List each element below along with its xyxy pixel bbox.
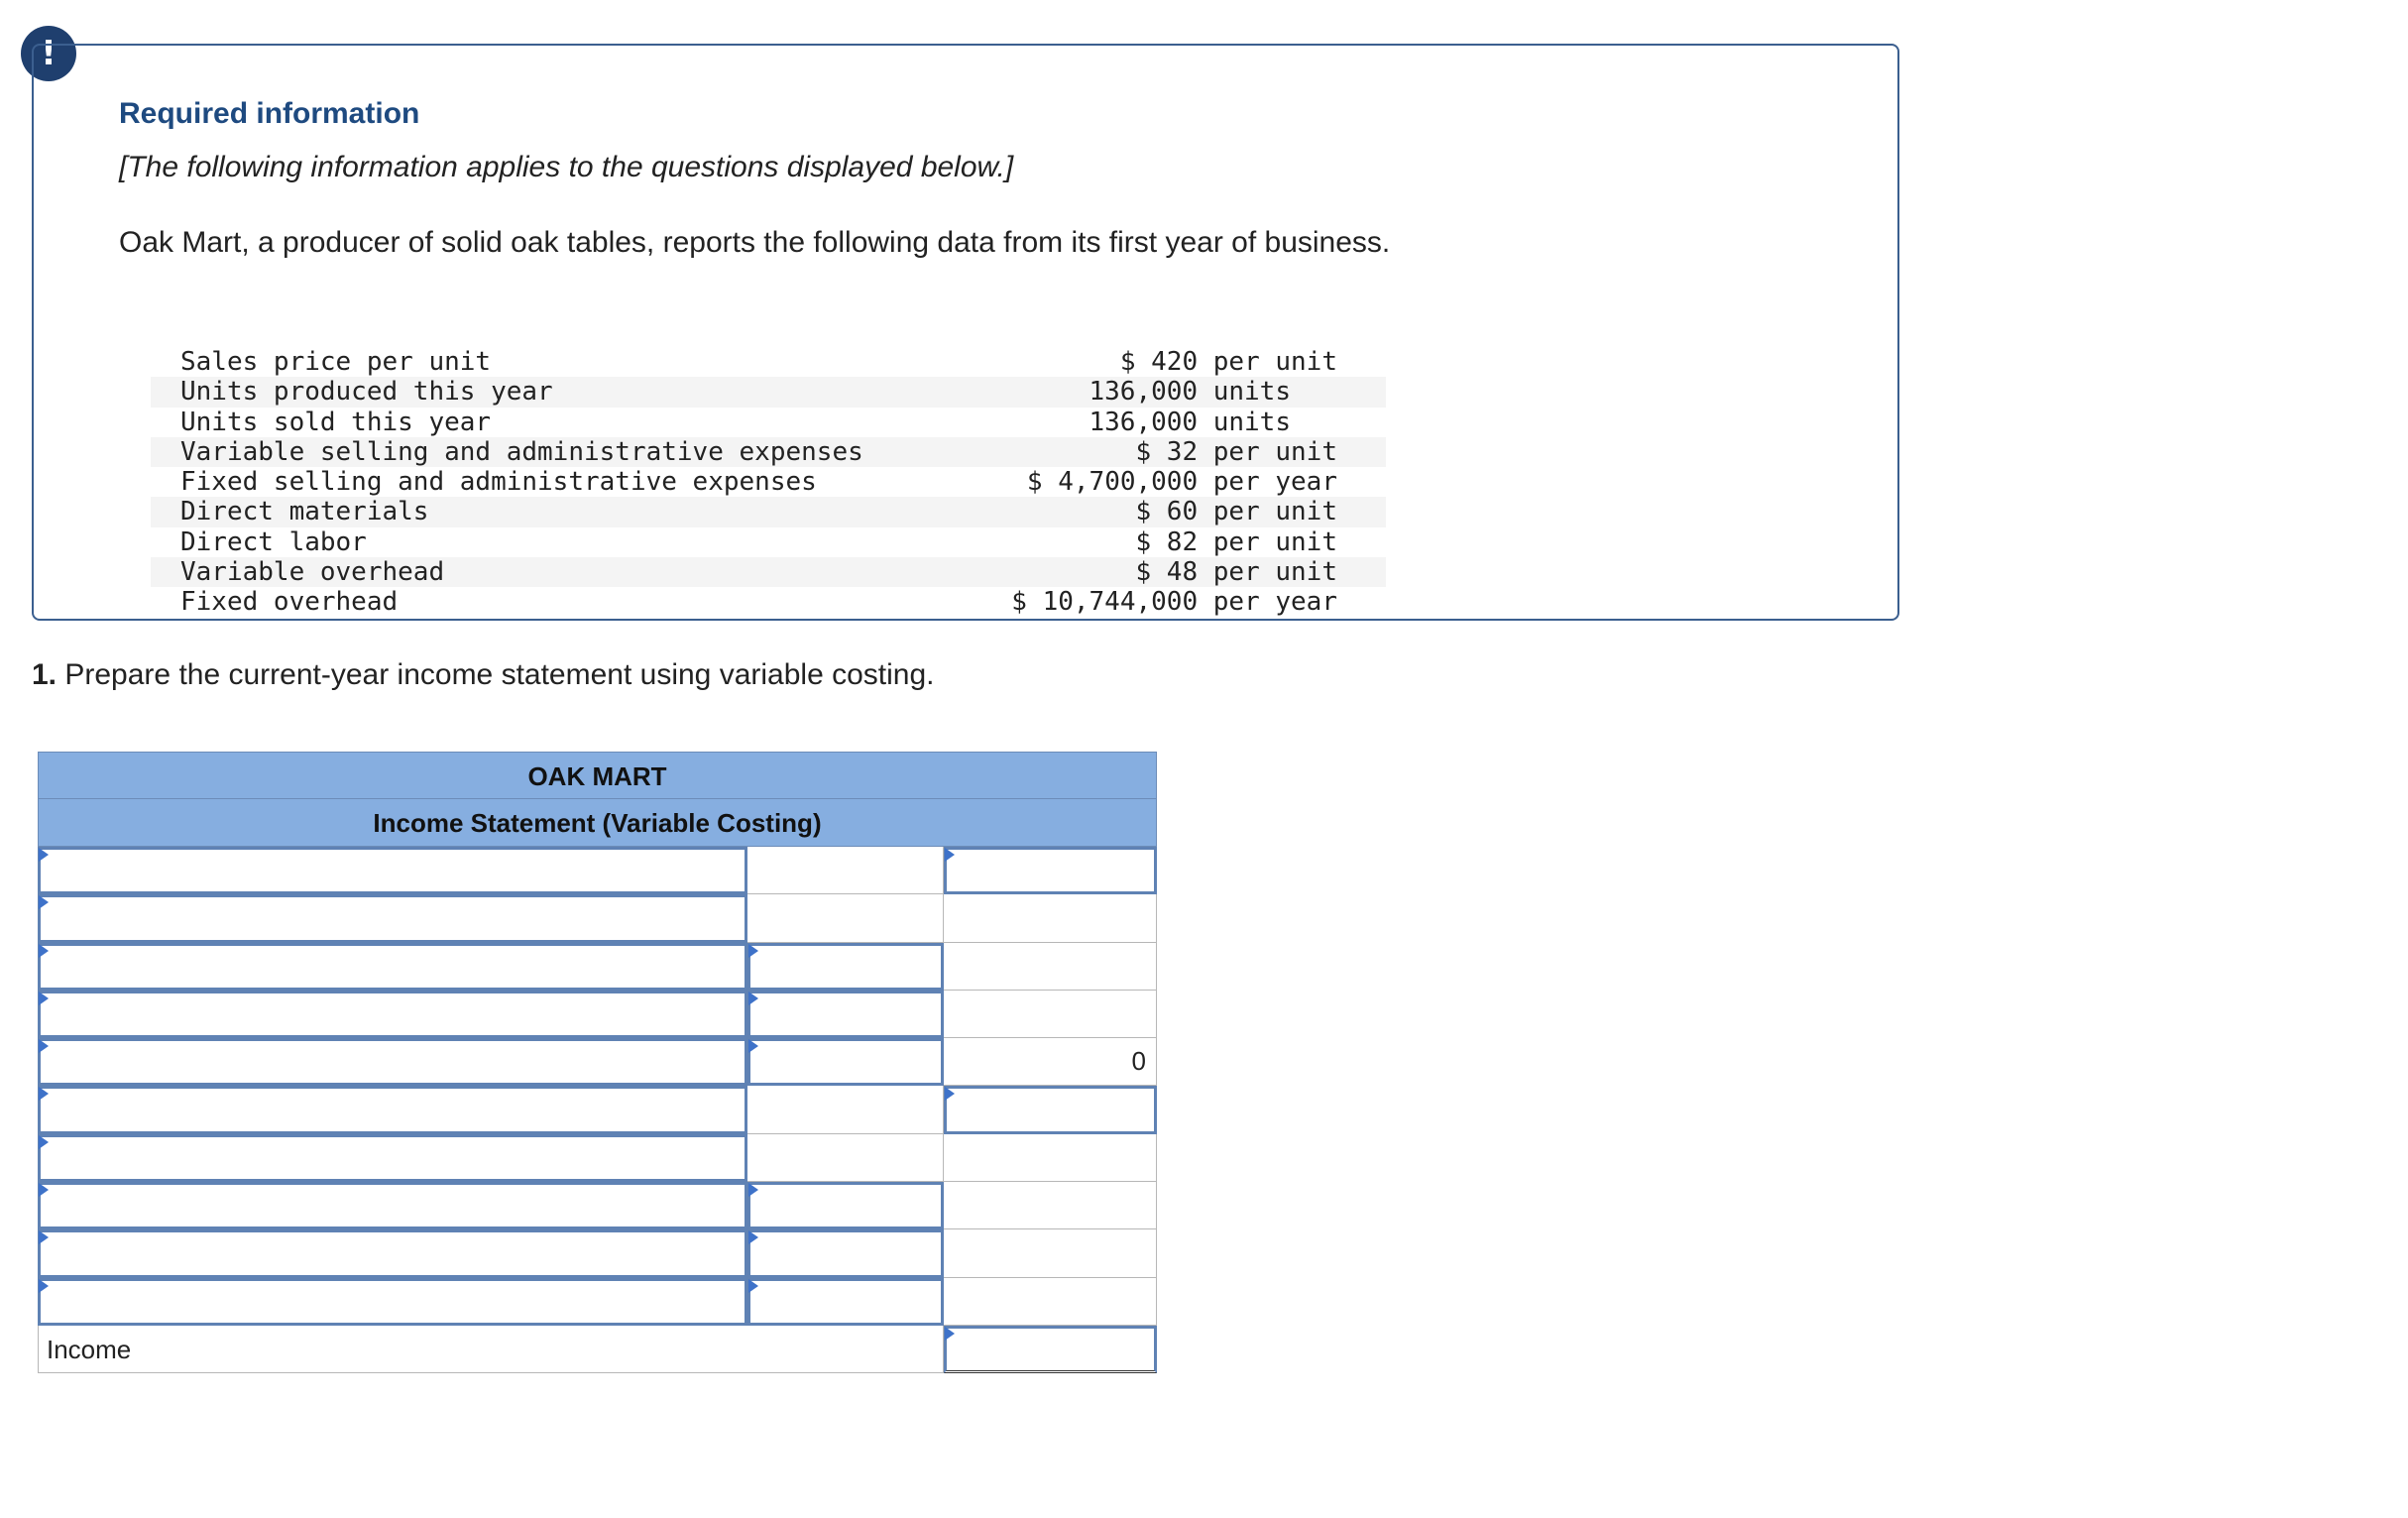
data-value: $ 60 per unit — [1135, 497, 1337, 527]
data-row — [151, 437, 1386, 467]
data-value: $ 4,700,000 per year — [1026, 467, 1337, 498]
info-note: [The following information applies to the questions displayed below.] — [119, 151, 1014, 183]
data-row — [151, 587, 1386, 617]
amount-cell — [747, 847, 944, 894]
data-label: Units produced this year — [180, 377, 553, 408]
data-label: Fixed selling and administrative expenses — [180, 467, 817, 498]
income-row — [38, 1326, 1157, 1373]
income-amount-input[interactable] — [944, 1326, 1157, 1373]
data-label: Fixed overhead — [180, 587, 399, 618]
data-value: $ 48 per unit — [1135, 557, 1337, 588]
data-label: Sales price per unit — [180, 347, 492, 377]
required-info-panel — [32, 44, 1899, 621]
total-cell — [944, 1182, 1157, 1229]
statement-company: OAK MART — [38, 752, 1157, 799]
amount-input[interactable] — [747, 1229, 944, 1277]
total-amount-input[interactable] — [944, 1086, 1157, 1133]
data-row — [151, 557, 1386, 587]
income-statement-table — [38, 752, 1157, 1373]
total-cell — [944, 943, 1157, 991]
statement-title: Income Statement (Variable Costing) — [38, 799, 1157, 847]
total-cell — [944, 1278, 1157, 1326]
data-label: Variable selling and administrative expenses — [180, 436, 863, 467]
data-label: Direct labor — [180, 526, 367, 557]
data-value: $ 82 per unit — [1135, 526, 1337, 557]
data-row — [151, 527, 1386, 557]
amount-cell — [747, 1134, 944, 1182]
table-row — [38, 1229, 1157, 1277]
question-number: 1. — [32, 658, 57, 691]
subtotal-value: 0 — [944, 1038, 1157, 1086]
amount-input[interactable] — [747, 991, 944, 1038]
total-amount-input[interactable] — [944, 847, 1157, 894]
line-item-dropdown[interactable] — [38, 847, 747, 894]
total-cell — [944, 991, 1157, 1038]
table-row — [38, 1038, 1157, 1086]
data-row — [151, 377, 1386, 407]
data-row — [151, 497, 1386, 526]
info-title: Required information — [119, 97, 420, 130]
table-row — [38, 943, 1157, 991]
data-label: Units sold this year — [180, 407, 492, 437]
table-row — [38, 1134, 1157, 1182]
line-item-dropdown[interactable] — [38, 1038, 747, 1086]
amount-input[interactable] — [747, 1038, 944, 1086]
data-value: $ 420 per unit — [1119, 347, 1337, 377]
line-item-dropdown[interactable] — [38, 1182, 747, 1229]
data-row — [151, 408, 1386, 437]
data-label: Variable overhead — [180, 557, 445, 588]
income-label: Income — [38, 1326, 944, 1373]
line-item-dropdown[interactable] — [38, 943, 747, 991]
data-row — [151, 347, 1386, 377]
amount-cell — [747, 1086, 944, 1133]
line-item-dropdown[interactable] — [38, 991, 747, 1038]
amount-input[interactable] — [747, 943, 944, 991]
table-row — [38, 991, 1157, 1038]
data-value: $ 10,744,000 per year — [1011, 587, 1337, 618]
data-label: Direct materials — [180, 497, 429, 527]
line-item-dropdown[interactable] — [38, 1134, 747, 1182]
table-row — [38, 1086, 1157, 1133]
table-row — [38, 894, 1157, 942]
question-text: Prepare the current-year income statement using variable costing. — [64, 658, 935, 691]
info-intro: Oak Mart, a producer of solid oak tables, reports the following data from its first year of business. — [119, 226, 1391, 259]
table-row — [38, 1278, 1157, 1326]
line-item-dropdown[interactable] — [38, 894, 747, 942]
total-cell — [944, 894, 1157, 942]
alert-icon: ! — [21, 26, 76, 81]
table-row — [38, 1182, 1157, 1229]
amount-cell — [747, 894, 944, 942]
data-table — [151, 347, 1386, 618]
total-cell — [944, 1229, 1157, 1277]
line-item-dropdown[interactable] — [38, 1278, 747, 1326]
line-item-dropdown[interactable] — [38, 1086, 747, 1133]
data-row — [151, 467, 1386, 497]
data-value: 136,000 units — [1089, 407, 1291, 437]
data-value: 136,000 units — [1089, 377, 1291, 408]
question-prompt — [32, 658, 934, 692]
data-value: $ 32 per unit — [1135, 436, 1337, 467]
amount-input[interactable] — [747, 1278, 944, 1326]
amount-input[interactable] — [747, 1182, 944, 1229]
table-row — [38, 847, 1157, 894]
total-cell — [944, 1134, 1157, 1182]
line-item-dropdown[interactable] — [38, 1229, 747, 1277]
